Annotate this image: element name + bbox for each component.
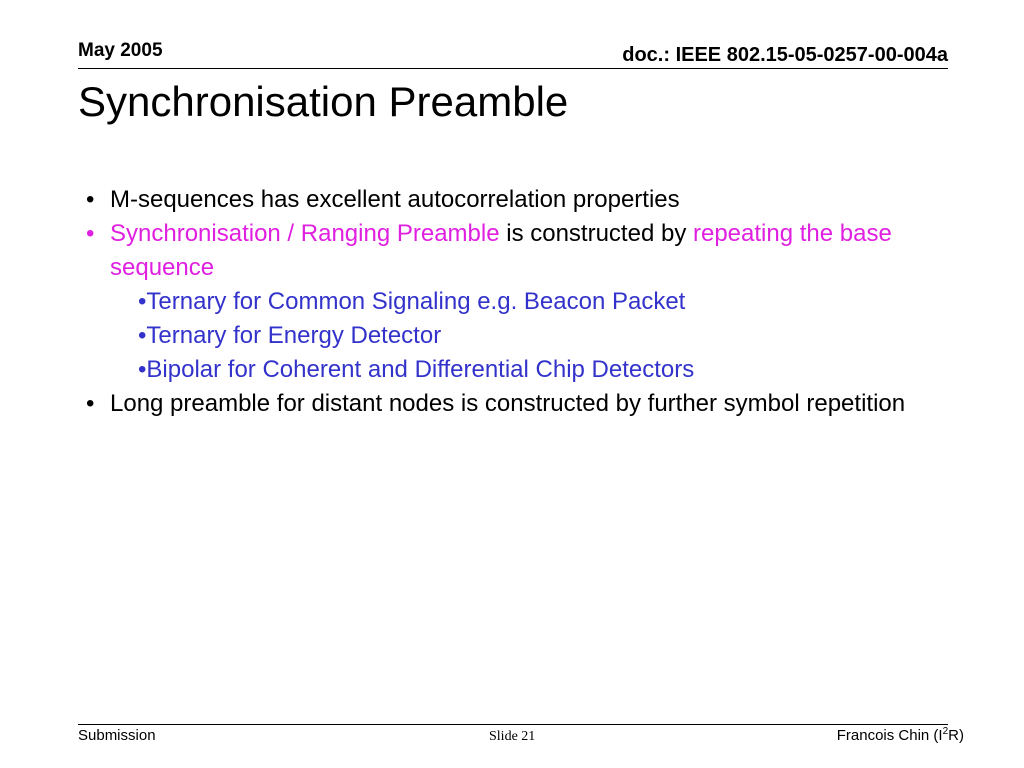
sub-bullet-ternary-energy: •Ternary for Energy Detector bbox=[138, 322, 442, 349]
sub-bullet-ternary-signaling: •Ternary for Common Signaling e.g. Beacon Packet bbox=[138, 288, 686, 315]
header-document-id: doc.: IEEE 802.15-05-0257-00-004a bbox=[622, 44, 948, 66]
bullet-long-preamble bbox=[86, 387, 946, 421]
footer-author-end: R) bbox=[948, 727, 964, 744]
bullet-dot: • bbox=[86, 220, 95, 247]
footer-author-name: Francois Chin (I bbox=[836, 727, 943, 744]
bullet-autocorrelation bbox=[86, 183, 946, 217]
footer-divider bbox=[78, 724, 948, 725]
bullet-highlight-term: Synchronisation / Ranging Preamble bbox=[110, 220, 500, 247]
bullet-dot: • bbox=[86, 390, 95, 417]
header-date: May 2005 bbox=[78, 40, 163, 61]
header-divider bbox=[78, 68, 948, 69]
bullet-highlight-phrase: repeating the base sequence bbox=[110, 220, 892, 281]
footer-submission: Submission bbox=[78, 727, 156, 744]
footer-author-sup: 2 bbox=[942, 726, 949, 737]
footer-author bbox=[837, 727, 964, 744]
bullet-text: is constructed by bbox=[499, 220, 693, 247]
bullet-text: Long preamble for distant nodes is constructed by further symbol repetition bbox=[110, 390, 906, 417]
bullet-text: M-sequences has excellent autocorrelation properties bbox=[110, 186, 680, 213]
footer-slide-number: Slide 21 bbox=[489, 729, 536, 744]
bullet-list bbox=[86, 183, 946, 421]
bullet-dot: • bbox=[86, 186, 95, 213]
sub-bullet-bipolar: •Bipolar for Coherent and Differential Chip Detectors bbox=[138, 356, 695, 383]
bullet-sync-preamble bbox=[86, 217, 946, 285]
slide-title: Synchronisation Preamble bbox=[78, 78, 569, 125]
